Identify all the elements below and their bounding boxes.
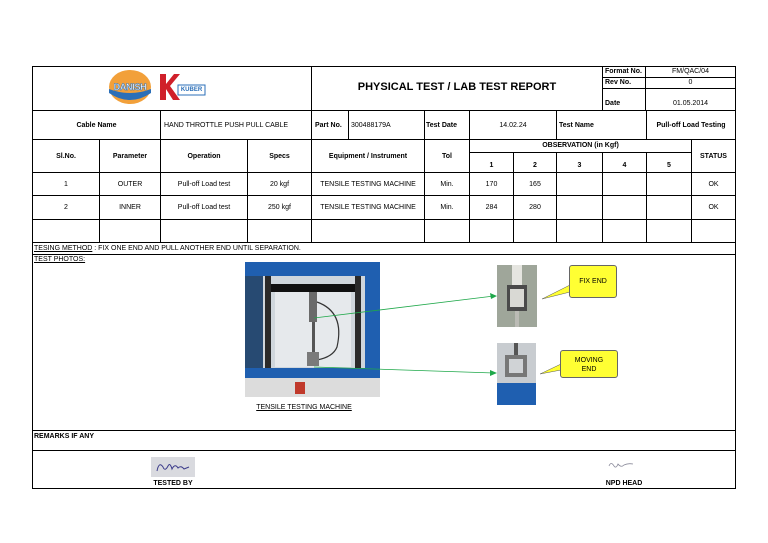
fix-end-callout-pointer bbox=[542, 285, 570, 299]
remarks-label: REMARKS IF ANY bbox=[34, 433, 95, 440]
date-value: 01.05.2014 bbox=[672, 100, 709, 107]
row-parameter: OUTER bbox=[117, 181, 143, 188]
obs-col-4: 4 bbox=[622, 162, 627, 169]
npd-head-signature bbox=[606, 458, 636, 472]
col-header-operation: Operation bbox=[187, 153, 221, 160]
fix-end-arrowhead bbox=[490, 293, 497, 299]
date-label: Date bbox=[605, 100, 621, 107]
format-no-value: FM/QAC/04 bbox=[672, 68, 709, 75]
npd-head-label: NPD HEAD bbox=[605, 480, 643, 487]
col-header-sl: Sl.No. bbox=[56, 153, 76, 160]
row-sl: 2 bbox=[64, 204, 68, 211]
row-obs-1: 284 bbox=[485, 204, 498, 211]
rev-no-value: 0 bbox=[688, 79, 693, 86]
row-status: OK bbox=[708, 181, 719, 188]
col-header-specs: Specs bbox=[269, 153, 290, 160]
cable-name-label: Cable Name bbox=[76, 122, 117, 129]
fix-end-callout bbox=[569, 265, 617, 298]
test-name-value: Pull-off Load Testing bbox=[656, 122, 726, 129]
kuber-logo-text: KUBER bbox=[180, 87, 203, 93]
rev-no-label: Rev No. bbox=[605, 79, 632, 86]
fix-end-arrow bbox=[314, 296, 494, 318]
report-title: PHYSICAL TEST / LAB TEST REPORT bbox=[357, 81, 557, 93]
part-no-value: 300488179A bbox=[351, 122, 391, 129]
obs-col-1: 1 bbox=[489, 162, 494, 169]
tested-by-label: TESTED BY bbox=[153, 480, 193, 487]
row-specs: 250 kgf bbox=[268, 204, 291, 211]
moving-end-callout-line2: END bbox=[581, 366, 597, 373]
obs-col-3: 3 bbox=[577, 162, 582, 169]
row-tol: Min. bbox=[440, 204, 454, 211]
row-operation: Pull-off Load test bbox=[177, 204, 231, 211]
col-header-tol: Tol bbox=[442, 153, 452, 160]
row-obs-2: 280 bbox=[529, 204, 541, 211]
test-photos-label: TEST PHOTOS: bbox=[34, 256, 86, 263]
row-status: OK bbox=[708, 204, 719, 211]
test-name-label: Test Name bbox=[559, 122, 594, 129]
row-tol: Min. bbox=[440, 181, 454, 188]
danish-logo-text: DANISH bbox=[113, 82, 147, 92]
cable-name-value: HAND THROTTLE PUSH PULL CABLE bbox=[164, 122, 289, 129]
row-equipment: TENSILE TESTING MACHINE bbox=[320, 181, 416, 188]
test-date-value: 14.02.24 bbox=[499, 122, 527, 129]
format-no-label: Format No. bbox=[605, 68, 642, 75]
part-no-label: Part No. bbox=[315, 122, 342, 129]
row-obs-1: 170 bbox=[485, 181, 498, 188]
obs-col-2: 2 bbox=[533, 162, 537, 169]
fix-end-callout-text: FIX END bbox=[579, 278, 607, 285]
col-header-status: STATUS bbox=[700, 153, 727, 160]
machine-caption: TENSILE TESTING MACHINE bbox=[256, 404, 352, 411]
col-header-parameter: Parameter bbox=[112, 153, 148, 160]
test-date-label: Test Date bbox=[426, 122, 457, 129]
row-parameter: INNER bbox=[119, 204, 141, 211]
col-header-observation: OBSERVATION (in Kgf) bbox=[542, 142, 619, 149]
moving-end-callout bbox=[560, 350, 618, 378]
row-specs: 20 kgf bbox=[269, 181, 290, 188]
row-operation: Pull-off Load test bbox=[177, 181, 231, 188]
tested-by-signature bbox=[151, 457, 195, 477]
obs-col-5: 5 bbox=[667, 162, 671, 169]
moving-end-arrowhead bbox=[490, 370, 497, 376]
moving-end-arrow bbox=[314, 367, 494, 373]
row-sl: 1 bbox=[64, 181, 68, 188]
row-obs-2: 165 bbox=[529, 181, 541, 188]
testing-method-text: : FIX ONE END AND PULL ANOTHER END UNTIL SEPARATION. bbox=[92, 245, 301, 252]
testing-method-label: TESING METHOD bbox=[34, 245, 93, 252]
col-header-equipment: Equipment / Instrument bbox=[328, 153, 408, 160]
moving-end-callout-line1: MOVING bbox=[574, 357, 604, 364]
row-equipment: TENSILE TESTING MACHINE bbox=[320, 204, 416, 211]
moving-end-callout-pointer bbox=[540, 364, 561, 374]
